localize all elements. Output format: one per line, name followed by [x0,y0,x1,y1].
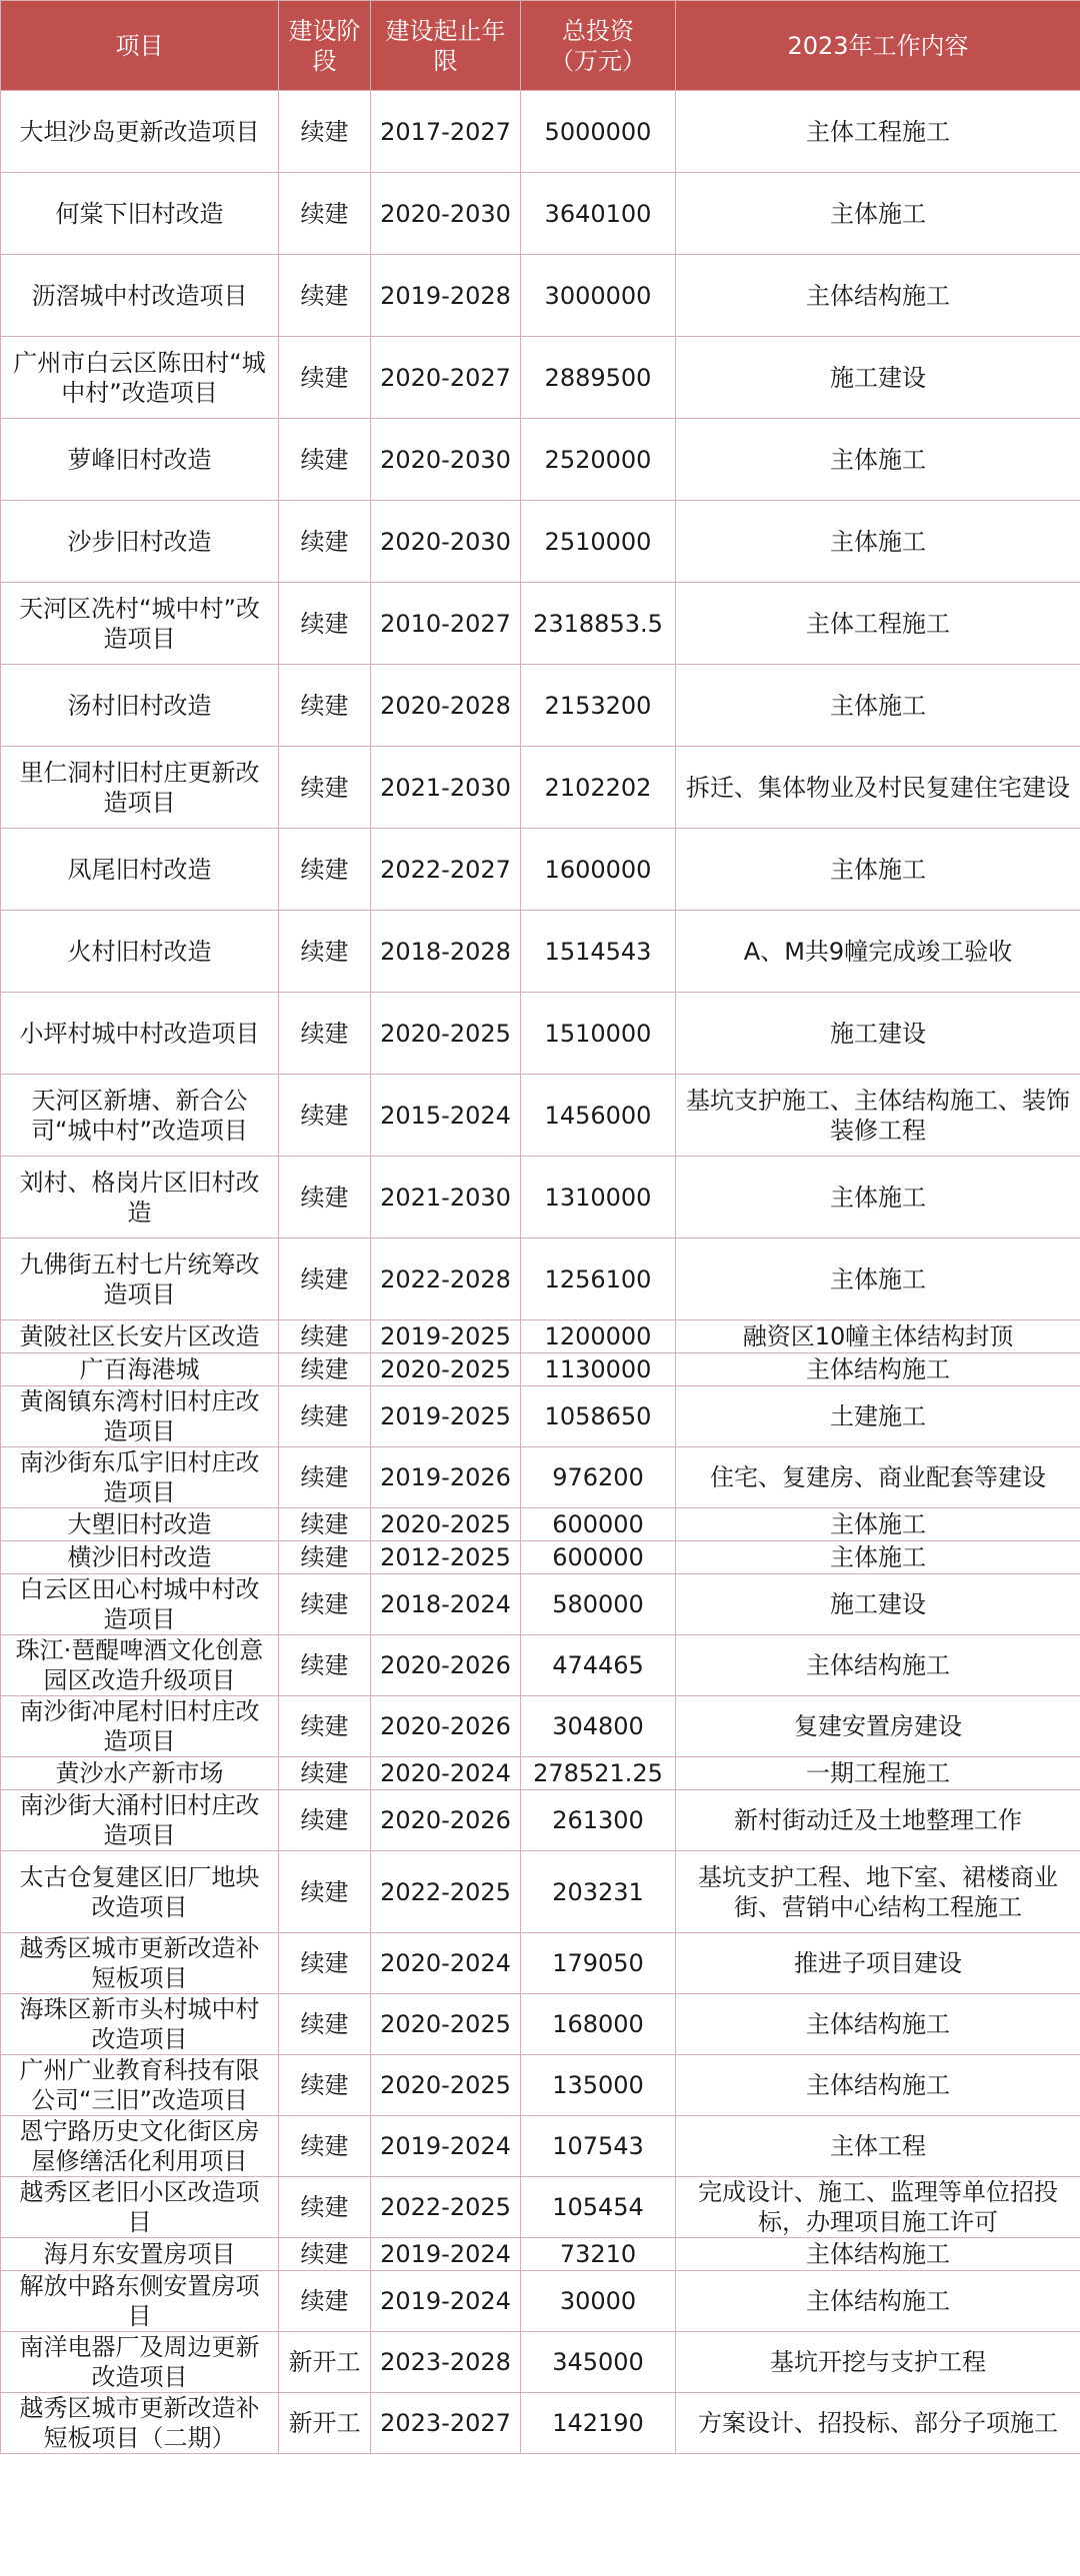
cell-project-name: 黄阁镇东湾村旧村庄改造项目 [1,1386,279,1447]
cell-investment: 73210 [521,2238,676,2271]
cell-period: 2019-2024 [371,2271,521,2332]
cell-project-name: 解放中路东侧安置房项目 [1,2271,279,2332]
cell-stage: 新开工 [279,2332,371,2393]
cell-stage: 续建 [279,1239,371,1320]
cell-work-content: 主体结构施工 [676,1994,1080,2055]
table-row [1,2238,1080,2271]
table-row [1,1157,1080,1239]
header-stage: 建设阶段 [279,1,371,91]
cell-stage: 续建 [279,2238,371,2271]
cell-period: 2019-2025 [371,1320,521,1353]
cell-stage: 续建 [279,91,371,173]
cell-period: 2010-2027 [371,583,521,665]
cell-work-content: 主体施工 [676,1239,1080,1320]
cell-work-content: 主体结构施工 [676,2238,1080,2271]
cell-investment: 600000 [521,1508,676,1541]
cell-stage: 续建 [279,2271,371,2332]
cell-investment: 30000 [521,2271,676,2332]
cell-period: 2015-2024 [371,1075,521,1157]
cell-stage: 新开工 [279,2393,371,2454]
cell-project-name: 汤村旧村改造 [1,665,279,747]
table-row [1,1447,1080,1508]
table-row [1,1851,1080,1933]
cell-investment: 261300 [521,1790,676,1851]
table-row [1,1508,1080,1541]
table-row [1,1541,1080,1574]
header-project: 项目 [1,1,279,91]
cell-investment: 2153200 [521,665,676,747]
cell-stage: 续建 [279,337,371,419]
cell-period: 2021-2030 [371,1157,521,1239]
cell-period: 2020-2025 [371,1508,521,1541]
cell-work-content: 一期工程施工 [676,1757,1080,1790]
cell-investment: 179050 [521,1933,676,1994]
cell-work-content: 主体施工 [676,1541,1080,1574]
cell-stage: 续建 [279,1933,371,1994]
cell-period: 2019-2024 [371,2238,521,2271]
cell-work-content: 土建施工 [676,1386,1080,1447]
table-row [1,419,1080,501]
cell-work-content: 主体工程施工 [676,91,1080,173]
cell-period: 2020-2030 [371,419,521,501]
cell-period: 2022-2028 [371,1239,521,1320]
cell-stage: 续建 [279,1994,371,2055]
cell-stage: 续建 [279,1353,371,1386]
table-row [1,993,1080,1075]
cell-work-content: 施工建设 [676,337,1080,419]
cell-stage: 续建 [279,665,371,747]
cell-project-name: 越秀区老旧小区改造项目 [1,2177,279,2238]
cell-work-content: 施工建设 [676,1574,1080,1635]
cell-project-name: 南沙街冲尾村旧村庄改造项目 [1,1696,279,1757]
table-row [1,829,1080,911]
cell-stage: 续建 [279,1574,371,1635]
header-row [1,1,1080,91]
cell-project-name: 广州广业教育科技有限公司“三旧”改造项目 [1,2055,279,2116]
table-row [1,1994,1080,2055]
cell-stage: 续建 [279,1386,371,1447]
table-row [1,1075,1080,1157]
cell-investment: 1514543 [521,911,676,993]
cell-stage: 续建 [279,2055,371,2116]
cell-stage: 续建 [279,1757,371,1790]
cell-work-content: 复建安置房建设 [676,1696,1080,1757]
cell-investment: 2318853.5 [521,583,676,665]
table-row [1,1239,1080,1320]
cell-stage: 续建 [279,747,371,829]
header-work-content: 2023年工作内容 [676,1,1080,91]
header-investment: 总投资 （万元） [521,1,676,91]
cell-stage: 续建 [279,419,371,501]
cell-work-content: 主体施工 [676,665,1080,747]
table-row [1,1353,1080,1386]
cell-work-content: 主体施工 [676,419,1080,501]
cell-investment: 345000 [521,2332,676,2393]
cell-period: 2022-2025 [371,1851,521,1933]
cell-work-content: 基坑开挖与支护工程 [676,2332,1080,2393]
cell-project-name: 海珠区新市头村城中村改造项目 [1,1994,279,2055]
header-period: 建设起止年限 [371,1,521,91]
cell-period: 2017-2027 [371,91,521,173]
cell-project-name: 里仁洞村旧村庄更新改造项目 [1,747,279,829]
cell-stage: 续建 [279,911,371,993]
cell-project-name: 太古仓复建区旧厂地块改造项目 [1,1851,279,1933]
cell-work-content: 主体结构施工 [676,1353,1080,1386]
cell-stage: 续建 [279,1851,371,1933]
cell-investment: 2510000 [521,501,676,583]
cell-investment: 1200000 [521,1320,676,1353]
cell-investment: 3640100 [521,173,676,255]
cell-project-name: 小坪村城中村改造项目 [1,993,279,1075]
cell-investment: 1130000 [521,1353,676,1386]
cell-stage: 续建 [279,583,371,665]
cell-work-content: 拆迁、集体物业及村民复建住宅建设 [676,747,1080,829]
cell-stage: 续建 [279,993,371,1075]
cell-stage: 续建 [279,1508,371,1541]
cell-stage: 续建 [279,255,371,337]
cell-project-name: 黄陂社区长安片区改造 [1,1320,279,1353]
cell-work-content: 施工建设 [676,993,1080,1075]
cell-investment: 1510000 [521,993,676,1075]
cell-investment: 1600000 [521,829,676,911]
cell-stage: 续建 [279,1157,371,1239]
cell-work-content: 主体施工 [676,1508,1080,1541]
table-row [1,665,1080,747]
cell-project-name: 南沙街东瓜宇旧村庄改造项目 [1,1447,279,1508]
cell-stage: 续建 [279,501,371,583]
cell-period: 2023-2028 [371,2332,521,2393]
cell-period: 2012-2025 [371,1541,521,1574]
cell-period: 2018-2024 [371,1574,521,1635]
cell-work-content: A、M共9幢完成竣工验收 [676,911,1080,993]
cell-work-content: 主体工程 [676,2116,1080,2177]
cell-project-name: 刘村、格岗片区旧村改造 [1,1157,279,1239]
cell-stage: 续建 [279,1635,371,1696]
cell-work-content: 主体施工 [676,829,1080,911]
cell-stage: 续建 [279,1075,371,1157]
table-row [1,337,1080,419]
cell-investment: 105454 [521,2177,676,2238]
cell-project-name: 大塱旧村改造 [1,1508,279,1541]
cell-project-name: 恩宁路历史文化街区房屋修缮活化利用项目 [1,2116,279,2177]
cell-period: 2020-2025 [371,1353,521,1386]
cell-project-name: 天河区新塘、新合公司“城中村”改造项目 [1,1075,279,1157]
cell-project-name: 凤尾旧村改造 [1,829,279,911]
cell-period: 2019-2028 [371,255,521,337]
cell-work-content: 融资区10幢主体结构封顶 [676,1320,1080,1353]
cell-investment: 304800 [521,1696,676,1757]
cell-project-name: 广州市白云区陈田村“城中村”改造项目 [1,337,279,419]
cell-work-content: 完成设计、施工、监理等单位招投标，办理项目施工许可 [676,2177,1080,2238]
cell-period: 2019-2024 [371,2116,521,2177]
cell-period: 2020-2028 [371,665,521,747]
table-row [1,2393,1080,2454]
table-row [1,1790,1080,1851]
cell-project-name: 横沙旧村改造 [1,1541,279,1574]
cell-project-name: 萝峰旧村改造 [1,419,279,501]
cell-investment: 203231 [521,1851,676,1933]
cell-work-content: 主体施工 [676,173,1080,255]
table-row [1,1635,1080,1696]
cell-period: 2022-2025 [371,2177,521,2238]
cell-work-content: 主体结构施工 [676,2271,1080,2332]
table-row [1,2055,1080,2116]
cell-work-content: 主体结构施工 [676,1635,1080,1696]
cell-stage: 续建 [279,1790,371,1851]
cell-project-name: 沙步旧村改造 [1,501,279,583]
cell-stage: 续建 [279,1541,371,1574]
table-row [1,1696,1080,1757]
cell-work-content: 主体结构施工 [676,255,1080,337]
cell-period: 2018-2028 [371,911,521,993]
table-row [1,1386,1080,1447]
cell-stage: 续建 [279,829,371,911]
cell-period: 2020-2026 [371,1635,521,1696]
table-row [1,2332,1080,2393]
cell-stage: 续建 [279,1320,371,1353]
table-row [1,1757,1080,1790]
table-row [1,2116,1080,2177]
cell-work-content: 基坑支护施工、主体结构施工、装饰装修工程 [676,1075,1080,1157]
cell-investment: 1456000 [521,1075,676,1157]
cell-work-content: 新村街动迁及土地整理工作 [676,1790,1080,1851]
cell-period: 2021-2030 [371,747,521,829]
cell-investment: 107543 [521,2116,676,2177]
cell-period: 2020-2024 [371,1933,521,1994]
cell-period: 2019-2025 [371,1386,521,1447]
cell-period: 2023-2027 [371,2393,521,2454]
cell-investment: 3000000 [521,255,676,337]
cell-period: 2022-2027 [371,829,521,911]
cell-work-content: 主体施工 [676,501,1080,583]
cell-stage: 续建 [279,2116,371,2177]
cell-project-name: 九佛街五村七片统筹改造项目 [1,1239,279,1320]
cell-project-name: 南沙街大涌村旧村庄改造项目 [1,1790,279,1851]
cell-period: 2020-2026 [371,1790,521,1851]
cell-investment: 142190 [521,2393,676,2454]
cell-project-name: 沥滘城中村改造项目 [1,255,279,337]
table-row [1,1574,1080,1635]
cell-period: 2020-2030 [371,501,521,583]
table-row [1,173,1080,255]
cell-period: 2020-2027 [371,337,521,419]
cell-period: 2020-2024 [371,1757,521,1790]
table-row [1,1320,1080,1353]
cell-work-content: 方案设计、招投标、部分子项施工 [676,2393,1080,2454]
cell-work-content: 主体结构施工 [676,2055,1080,2116]
table-row [1,2271,1080,2332]
cell-period: 2020-2026 [371,1696,521,1757]
cell-stage: 续建 [279,1447,371,1508]
cell-project-name: 越秀区城市更新改造补短板项目 [1,1933,279,1994]
cell-project-name: 大坦沙岛更新改造项目 [1,91,279,173]
cell-project-name: 广百海港城 [1,1353,279,1386]
cell-investment: 135000 [521,2055,676,2116]
table-row [1,583,1080,665]
cell-investment: 976200 [521,1447,676,1508]
cell-stage: 续建 [279,2177,371,2238]
cell-work-content: 主体工程施工 [676,583,1080,665]
cell-stage: 续建 [279,173,371,255]
cell-investment: 1058650 [521,1386,676,1447]
table-row [1,501,1080,583]
table-row [1,911,1080,993]
cell-work-content: 住宅、复建房、商业配套等建设 [676,1447,1080,1508]
cell-period: 2019-2026 [371,1447,521,1508]
table-row [1,2177,1080,2238]
cell-investment: 2889500 [521,337,676,419]
cell-project-name: 越秀区城市更新改造补短板项目（二期） [1,2393,279,2454]
cell-period: 2020-2030 [371,173,521,255]
cell-project-name: 海月东安置房项目 [1,2238,279,2271]
cell-investment: 1256100 [521,1239,676,1320]
cell-period: 2020-2025 [371,1994,521,2055]
cell-investment: 580000 [521,1574,676,1635]
cell-project-name: 南洋电器厂及周边更新改造项目 [1,2332,279,2393]
cell-work-content: 基坑支护工程、地下室、裙楼商业街、营销中心结构工程施工 [676,1851,1080,1933]
cell-project-name: 火村旧村改造 [1,911,279,993]
cell-investment: 1310000 [521,1157,676,1239]
cell-period: 2020-2025 [371,993,521,1075]
cell-project-name: 天河区冼村“城中村”改造项目 [1,583,279,665]
cell-work-content: 主体施工 [676,1157,1080,1239]
table-row [1,1933,1080,1994]
cell-project-name: 何棠下旧村改造 [1,173,279,255]
cell-investment: 278521.25 [521,1757,676,1790]
cell-investment: 474465 [521,1635,676,1696]
cell-period: 2020-2025 [371,2055,521,2116]
table-row [1,255,1080,337]
table-row [1,91,1080,173]
cell-investment: 600000 [521,1541,676,1574]
cell-investment: 5000000 [521,91,676,173]
cell-work-content: 推进子项目建设 [676,1933,1080,1994]
cell-stage: 续建 [279,1696,371,1757]
table-row [1,747,1080,829]
cell-project-name: 珠江·琶醍啤酒文化创意园区改造升级项目 [1,1635,279,1696]
cell-project-name: 黄沙水产新市场 [1,1757,279,1790]
cell-investment: 2102202 [521,747,676,829]
cell-investment: 2520000 [521,419,676,501]
cell-investment: 168000 [521,1994,676,2055]
cell-project-name: 白云区田心村城中村改造项目 [1,1574,279,1635]
